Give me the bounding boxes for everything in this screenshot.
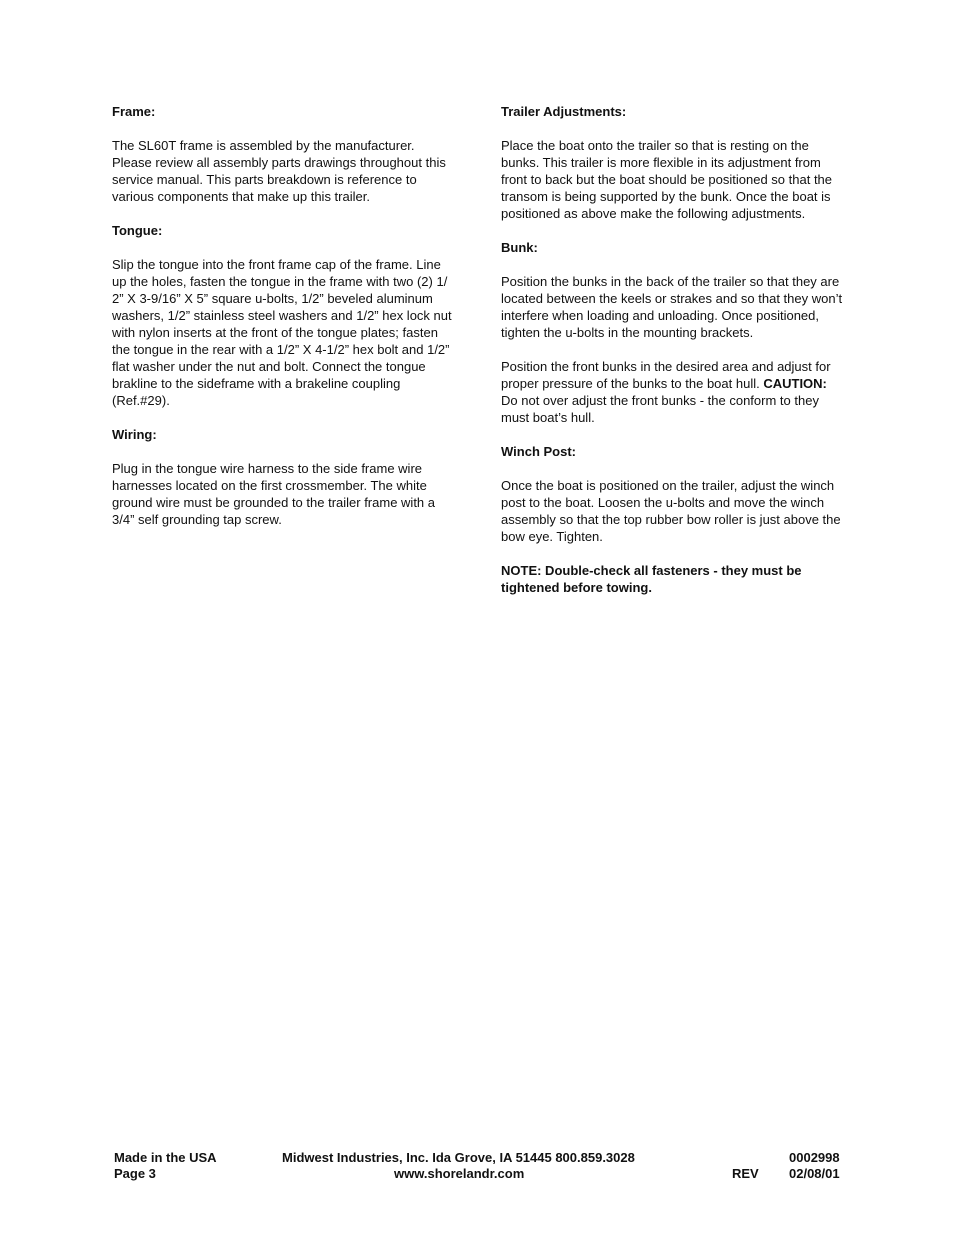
caution-label: CAUTION: xyxy=(763,376,827,391)
bunk-text-2 xyxy=(501,358,873,426)
wiring-heading: Wiring: xyxy=(112,427,157,442)
frame-heading: Frame: xyxy=(112,104,156,119)
made-in-usa: Made in the USA xyxy=(114,1150,217,1165)
bunk-heading: Bunk: xyxy=(501,240,538,255)
fastener-note: NOTE: Double-check all fasteners - they must be tightened before towing. xyxy=(501,563,802,595)
tongue-text: Slip the tongue into the front frame cap of the frame. Line up the holes, fasten the tongue in the frame with two (2) 1/ 2” X 3-9/16” X 5” square u-bolts, 1/2” beveled aluminum washers, 1/2” stainless steel washers and 1/2” hex lock nut with nylon inserts at the front of the tongue plates; fasten the tongue in the rear with a 1/2” X 4-1/2” hex bolt and 1/2” flat washer under the nut and bolt. Connect the tongue brakline to the sideframe with a brakeline coupling (Ref.#29). xyxy=(112,257,452,408)
bunk-text-2-after: Do not over adjust the front bunks - the conform to they must boat’s hull. xyxy=(501,393,819,425)
winch-post-heading: Winch Post: xyxy=(501,444,576,459)
trailer-adjustments-heading: Trailer Adjustments: xyxy=(501,104,627,119)
right-column xyxy=(501,103,873,596)
website: www.shorelandr.com xyxy=(394,1166,525,1181)
tongue-heading: Tongue: xyxy=(112,223,163,238)
winch-post-text: Once the boat is positioned on the trailer, adjust the winch post to the boat. Loosen the u-bolts and move the winch assembly so that the top rubber bow roller is just above the bow eye. Tighten. xyxy=(501,478,841,544)
company-info: Midwest Industries, Inc. Ida Grove, IA 51445 800.859.3028 xyxy=(282,1150,635,1165)
page-number: Page 3 xyxy=(114,1166,156,1181)
document-number: 0002998 xyxy=(789,1150,840,1165)
left-column xyxy=(112,103,480,545)
bunk-text-1: Position the bunks in the back of the trailer so that they are located between the keels or strakes and so that they won’t interfere when loading and unloading. Once positioned, tighten the u-bolts in the mounting brackets. xyxy=(501,274,843,340)
bunk-text-2-before: Position the front bunks in the desired area and adjust for proper pressure of the bunks to the boat hull. xyxy=(501,359,831,391)
revision-label: REV xyxy=(732,1166,759,1181)
trailer-adjustments-text: Place the boat onto the trailer so that is resting on the bunks. This trailer is more flexible in its adjustment from front to back but the boat should be positioned so that the transom is being supported by the bunk. Once the boat is positioned as above make the following adjustments. xyxy=(501,138,833,221)
revision-date: 02/08/01 xyxy=(789,1166,840,1181)
frame-text: The SL60T frame is assembled by the manufacturer. Please review all assembly parts drawings throughout this service manual. This parts breakdown is reference to various components that make up this trailer. xyxy=(112,138,446,204)
wiring-text: Plug in the tongue wire harness to the side frame wire harnesses located on the first crossmember. The white ground wire must be grounded to the trailer frame with a 3/4” self grounding tap screw. xyxy=(112,461,436,527)
